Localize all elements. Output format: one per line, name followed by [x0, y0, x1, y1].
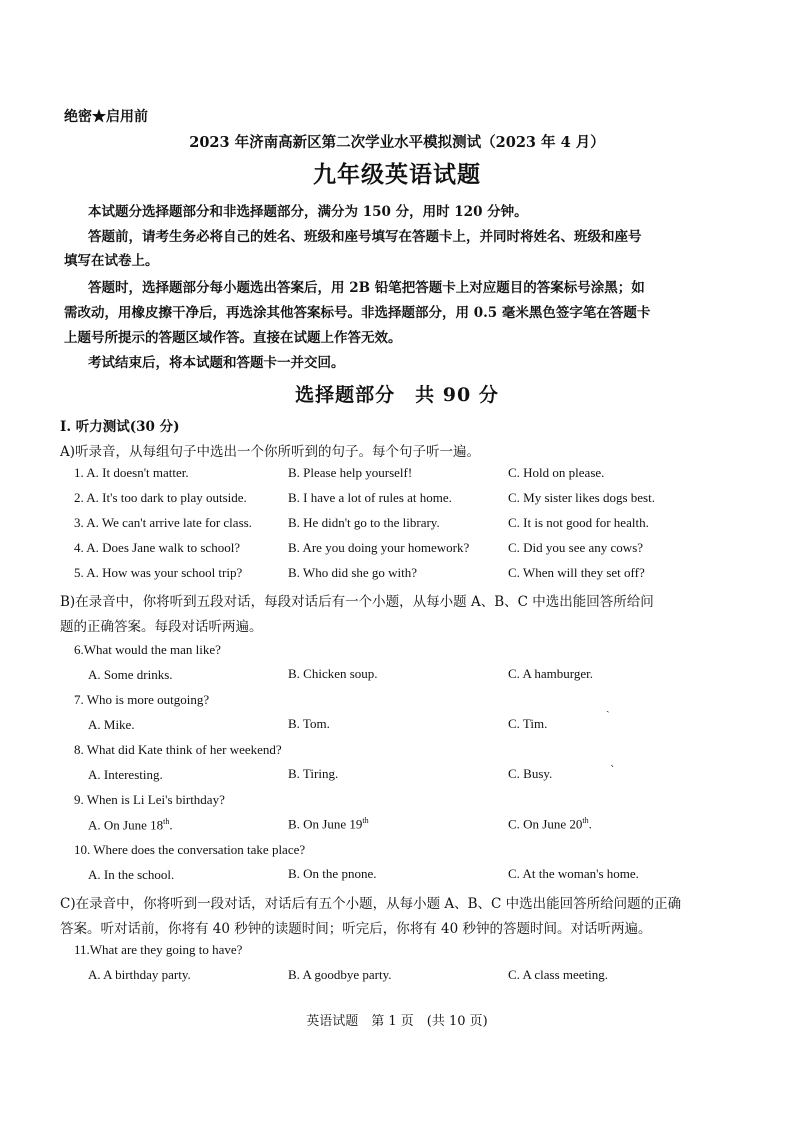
question-text: 6.What would the man like? [74, 642, 221, 657]
instruction-line: 上题号所提示的答题区域作答。直接在试题上作答无效。 [64, 330, 402, 346]
stray-mark: ˎ [606, 700, 610, 713]
option-b: B. Tiring. [288, 766, 339, 781]
question-text: 7. Who is more outgoing? [74, 692, 210, 707]
question-text: 10. Where does the conversation take place? [74, 842, 306, 857]
option-b: B. He didn't go to the library. [288, 515, 440, 530]
option-a: 2. A. It's too dark to play outside. [74, 490, 247, 505]
question-text: 9. When is Li Lei's birthday? [74, 792, 225, 807]
option-a: 4. A. Does Jane walk to school? [74, 540, 241, 555]
part-c-instructions: C)在录音中，你将听到一段对话，对话后有五个小题，从每小题 A、B、C 中选出能回答所给问题的正确 [60, 896, 682, 912]
option-a: 1. A. It doesn't matter. [74, 465, 189, 480]
option-c: C. Did you see any cows? [508, 540, 644, 555]
instruction-line: 考试结束后，将本试题和答题卡一并交回。 [88, 355, 345, 371]
option-b: B. Please help yourself! [288, 465, 413, 480]
option-a: A. A birthday party. [88, 967, 191, 982]
option-c: C. A class meeting. [508, 967, 609, 982]
option-b: B. I have a lot of rules at home. [288, 490, 452, 505]
option-b: B. Are you doing your homework? [288, 540, 470, 555]
option-b: B. Chicken soup. [288, 666, 378, 681]
option-a: A. Interesting. [88, 767, 163, 782]
option-b: B. Who did she go with? [288, 565, 418, 580]
confidential-label: 绝密★启用前 [64, 109, 148, 125]
option-c: C. On June 20th. [508, 816, 592, 832]
option-c: C. A hamburger. [508, 666, 593, 681]
question-text: 11.What are they going to have? [74, 942, 243, 957]
option-c: C. Busy. [508, 766, 553, 781]
part-b-instructions: 题的正确答案。每段对话听两遍。 [60, 619, 263, 635]
instruction-line: 答题前，请考生务必将自己的姓名、班级和座号填写在答题卡上，并同时将姓名、班级和座号 [88, 229, 642, 245]
option-b: B. A goodbye party. [288, 967, 392, 982]
option-b: B. Tom. [288, 716, 330, 731]
option-b: B. On the pnone. [288, 866, 377, 881]
instruction-line: 需改动，用橡皮擦干净后，再选涂其他答案标号。非选择题部分，用 0.5 毫米黑色签字笔在答题卡 [64, 305, 651, 321]
option-c: C. It is not good for health. [508, 515, 649, 530]
option-a: 5. A. How was your school trip? [74, 565, 243, 580]
option-c: C. Hold on please. [508, 465, 605, 480]
option-b: B. On June 19th [288, 816, 369, 832]
question-text: 8. What did Kate think of her weekend? [74, 742, 282, 757]
part-b-instructions: B)在录音中，你将听到五段对话，每段对话后有一个小题，从每小题 A、B、C 中选出能回答所给问 [60, 594, 654, 610]
instruction-line: 本试题分选择题部分和非选择题部分，满分为 150 分，用时 120 分钟。 [88, 204, 528, 220]
option-a: 3. A. We can't arrive late for class. [74, 515, 252, 530]
section-title: 选择题部分 共 90 分 [295, 384, 499, 406]
option-c: C. At the woman's home. [508, 866, 639, 881]
option-a: A. Some drinks. [88, 667, 173, 682]
listening-heading: Ⅰ. 听力测试(30 分) [60, 419, 180, 435]
part-c-instructions: 答案。听对话前，你将有 40 秒钟的读题时间；听完后，你将有 40 秒钟的答题时间。对话听两遍。 [60, 921, 652, 937]
part-a-instructions: A)听录音，从每组句子中选出一个你所听到的句子。每个句子听一遍。 [60, 444, 481, 460]
option-a: A. On June 18th. [88, 817, 173, 833]
page-footer: 英语试题 第 1 页 (共 10 页) [306, 1014, 488, 1029]
option-c: C. Tim. [508, 716, 548, 731]
exam-title: 九年级英语试题 [313, 161, 481, 188]
option-c: C. When will they set off? [508, 565, 645, 580]
instruction-line: 填写在试卷上。 [64, 253, 159, 269]
instruction-line: 答题时，选择题部分每小题选出答案后，用 2B 铅笔把答题卡上对应题目的答案标号涂黑；如 [88, 280, 645, 296]
option-a: A. In the school. [88, 867, 175, 882]
exam-subtitle: 2023 年济南高新区第二次学业水平模拟测试（2023 年 4 月） [189, 134, 605, 151]
option-a: A. Mike. [88, 717, 135, 732]
option-c: C. My sister likes dogs best. [508, 490, 655, 505]
stray-mark: ˋ [610, 764, 616, 777]
